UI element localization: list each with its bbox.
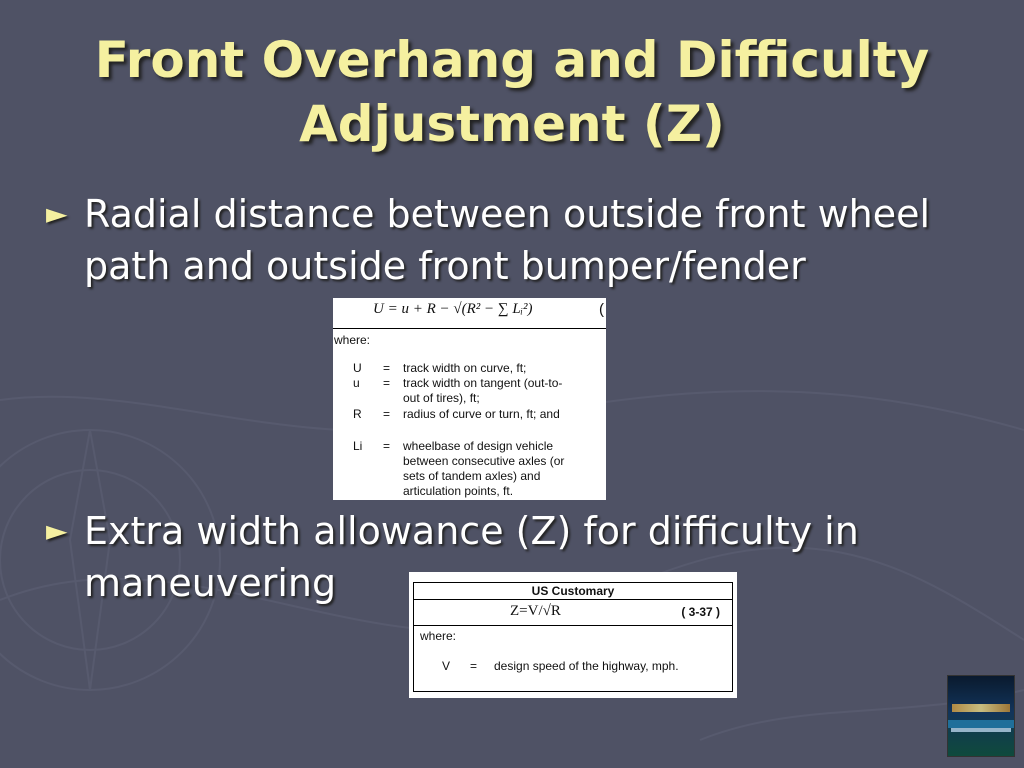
formula-row [333, 298, 606, 329]
definition-row [353, 439, 603, 499]
definition-row [353, 361, 603, 376]
title-line-2: Adjustment (Z) [299, 95, 725, 153]
thumbnail-band [948, 720, 1014, 728]
definition-symbol: U [353, 361, 362, 375]
definition-equals: = [383, 439, 391, 453]
equation-number: ( 3-37 ) [681, 605, 720, 619]
title-line-1: Front Overhang and Difficulty [94, 31, 930, 89]
definition-text: design speed of the highway, mph. [494, 659, 679, 673]
definition-text: track width on curve, ft; [403, 361, 527, 375]
where-label: where: [334, 333, 371, 347]
definition-symbol: u [353, 376, 360, 390]
definition-text: track width on tangent (out-to-out of tires), ft; [403, 376, 563, 405]
definition-symbol: R [353, 407, 362, 421]
where-label: where: [420, 629, 457, 643]
definition-text: radius of curve or turn, ft; and [403, 407, 560, 421]
formula-table [413, 582, 733, 692]
formula-row [414, 600, 732, 626]
city-skyline-thumbnail-icon [947, 675, 1015, 757]
equation-number: ( [599, 301, 604, 318]
bullet-item-1 [46, 188, 1004, 292]
definition-symbol: Li [353, 439, 363, 453]
bullet-arrow-icon: ► [46, 197, 68, 230]
slide-title [0, 28, 1024, 156]
definition-equals: = [383, 407, 391, 421]
extra-width-formula-figure [409, 572, 737, 698]
bullet-arrow-icon: ► [46, 514, 68, 547]
skyline-lights [952, 704, 1010, 712]
units-header: US Customary [414, 583, 732, 600]
definition-row [353, 376, 603, 406]
definition-equals: = [470, 659, 478, 673]
bullet-text-2: Extra width allowance (Z) for difficulty in maneuvering [84, 509, 859, 605]
definition-equals: = [383, 376, 391, 390]
bullet-text-1: Radial distance between outside front wheel path and outside front bumper/fender [84, 192, 931, 288]
definition-text: wheelbase of design vehicle between consecutive axles (or sets of tandem axles) and articulation points, ft. [403, 439, 565, 498]
track-width-formula-figure [333, 298, 606, 500]
thumbnail-caption [951, 728, 1011, 732]
track-width-equation: U = u + R − √(R² − ∑ Lᵢ²) [373, 301, 533, 317]
definition-equals: = [383, 361, 391, 375]
definition-row [353, 407, 603, 437]
definition-symbol: V [442, 659, 451, 673]
extra-width-equation: Z=V/√R [510, 603, 561, 619]
